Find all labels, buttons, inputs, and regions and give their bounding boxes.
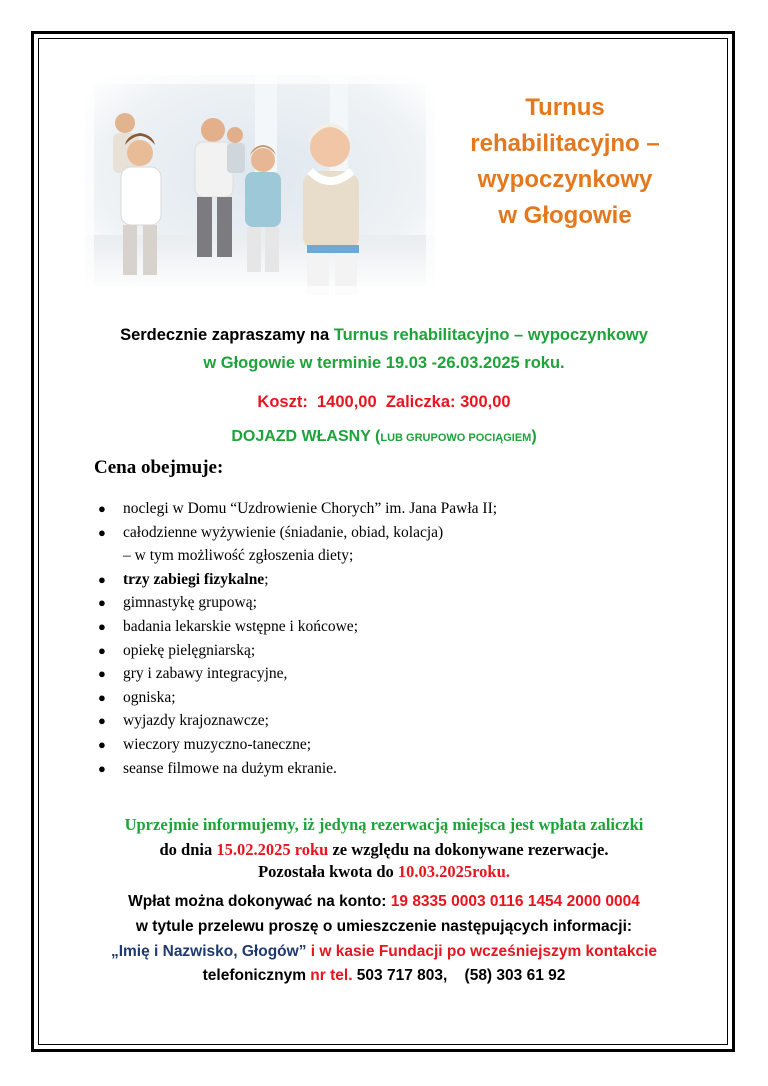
payment-line-1 (40, 893, 728, 911)
bullet-icon: ● (98, 571, 106, 587)
bullet-icon: ● (98, 524, 106, 540)
reservation-line-3 (40, 862, 728, 882)
payment-text: i w kasie Fundacji po wcześniejszym kontakcie (306, 943, 658, 960)
list-item (96, 757, 497, 781)
includes-heading: Cena obejmuje: (94, 457, 224, 478)
balance-deadline: 10.03.2025roku. (397, 862, 510, 881)
payment-line-2: w tytule przelewu proszę o umieszczenie następujących informacji: (135, 918, 633, 935)
bullet-icon: ● (98, 736, 106, 752)
bullet-icon: ● (98, 713, 106, 729)
list-item-text: całodzienne wyżywienie (śniadanie, obiad, kolacja) (123, 523, 444, 541)
list-item-text: wieczory muzyczno-taneczne; (123, 735, 312, 753)
deposit-deadline: 15.02.2025 roku (216, 840, 329, 859)
reservation-text: Pozostała kwota do (258, 862, 398, 881)
list-item-suffix: ; (264, 570, 269, 588)
payment-text: Wpłat można dokonywać na konto: (128, 893, 391, 910)
transfer-title-format: „Imię i Nazwisko, Głogów” (110, 943, 307, 960)
list-item-text: gimnastykę grupową; (123, 594, 257, 612)
invitation-line-1 (40, 326, 728, 345)
list-item (96, 733, 497, 757)
transport-note: LUB GRUPOWO POCIĄGIEM (380, 432, 532, 444)
reservation-text: ze względu na dokonywane rezerwacje. (328, 840, 609, 859)
list-item (96, 591, 497, 615)
list-item (96, 709, 497, 733)
includes-list (96, 497, 497, 780)
list-item (96, 639, 497, 663)
list-item-text: seanse filmowe na dużym ekranie. (123, 759, 337, 777)
bullet-icon: ● (98, 642, 106, 658)
bullet-icon: ● (98, 501, 106, 516)
bullet-icon: ● (98, 595, 106, 611)
bank-account-number: 19 8335 0003 0116 1454 2000 0004 (390, 893, 640, 910)
cost-line: Koszt: 1400,00 Zaliczka: 300,00 (257, 393, 511, 411)
list-item-text: opiekę pielęgniarską; (123, 641, 256, 659)
list-item (96, 568, 497, 592)
title-line-4: w Głogowie (498, 202, 632, 229)
invitation-event-name: Turnus rehabilitacyjno – wypoczynkowy (333, 326, 648, 344)
bullet-icon: ● (98, 666, 106, 682)
list-item-text: trzy zabiegi fizykalne (123, 570, 265, 588)
list-item-text: noclegi w Domu “Uzdrowienie Chorych” im. Jana Pawła II; (123, 500, 498, 517)
title-line-1: Turnus (525, 94, 605, 121)
bullet-icon: ● (98, 689, 106, 705)
payment-text: telefonicznym (202, 967, 311, 984)
list-item-continuation: – w tym możliwość zgłoszenia diety; (123, 547, 354, 565)
title-line-2: rehabilitacyjno – (470, 130, 660, 157)
phone-label: nr tel. (310, 967, 353, 984)
list-item-text: ogniska; (123, 688, 176, 706)
transport-line (40, 428, 728, 446)
list-item-text: gry i zabawy integracyjne, (123, 665, 288, 683)
transport-main: DOJAZD WŁASNY ( (231, 428, 381, 445)
list-item (96, 662, 497, 686)
invitation-line-2: w Głogowie w terminie 19.03 -26.03.2025 roku. (203, 354, 565, 372)
title-line-3: wypoczynkowy (477, 166, 653, 193)
payment-line-3 (40, 943, 728, 961)
reservation-line-2 (40, 840, 728, 860)
list-item (96, 615, 497, 639)
reservation-text: do dnia (159, 840, 217, 859)
seniors-walking-photo (85, 75, 435, 295)
invitation-text: Serdecznie zapraszamy na (120, 326, 334, 344)
bullet-icon: ● (98, 760, 106, 776)
phone-numbers: 503 717 803, (58) 303 61 92 (352, 967, 566, 984)
list-item-text: badania lekarskie wstępne i końcowe; (123, 617, 358, 635)
transport-close: ) (531, 428, 537, 445)
poster-title (440, 90, 690, 234)
reservation-line-1: Uprzejmie informujemy, iż jedyną rezerwacją miejsca jest wpłata zaliczki (124, 815, 644, 834)
list-item (96, 497, 497, 521)
payment-line-4 (40, 967, 728, 985)
list-item-text: wyjazdy krajoznawcze; (123, 712, 269, 730)
list-item (96, 521, 497, 568)
list-item (96, 686, 497, 710)
bullet-icon: ● (98, 618, 106, 634)
